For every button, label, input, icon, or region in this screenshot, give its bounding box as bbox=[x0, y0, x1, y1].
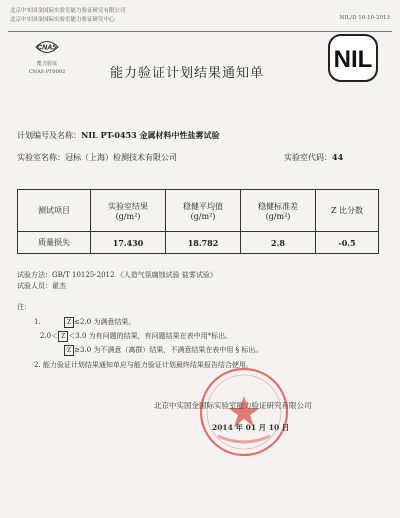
official-seal-icon bbox=[198, 366, 290, 458]
results-table bbox=[17, 189, 379, 254]
cell-robust-mean: 18.782 bbox=[166, 232, 241, 254]
lab-code-value: 44 bbox=[332, 152, 344, 162]
unit-label: (g/m²) bbox=[265, 211, 291, 221]
note1-line-c: Z ≥3.0 为不满意（离群）结果，不满意结果在表中用 § 标出。 bbox=[64, 345, 262, 356]
header-cell-robust-std: 稳健标准差 (g/m²) bbox=[241, 190, 316, 232]
header-cell-zscore: Z 比分数 bbox=[316, 190, 379, 232]
lab-code-row bbox=[284, 152, 343, 163]
cell-lab-result: 17.430 bbox=[91, 232, 166, 254]
note1-line-b: 2.0＜ Z ＜3.0 为有问题的结果，有问题结果在表中用*标出。 bbox=[40, 332, 233, 340]
plan-label: 计划编号及名称： bbox=[17, 131, 81, 140]
note2: 2. 能力验证计划结果通知单应与能力验证计划最终结果报告结合使用。 bbox=[34, 361, 253, 369]
header-doc-code: NIL/D 16-10-2013 bbox=[339, 15, 390, 21]
cell-item: 质量损失 bbox=[18, 232, 91, 254]
nil-logo-icon bbox=[328, 34, 378, 82]
unit-label: (g/m²) bbox=[115, 211, 141, 221]
test-operator: 试验人员：翟杰 bbox=[17, 282, 66, 290]
header-cell-item: 测试项目 bbox=[18, 190, 91, 232]
cnas-logo-text: CNAS bbox=[37, 44, 57, 52]
note1-index: 1. bbox=[34, 318, 41, 326]
footer-org: 北京中实国金国际实验室能力验证研究有限公司 bbox=[154, 401, 312, 410]
table-row bbox=[18, 232, 379, 254]
z-box: Z bbox=[58, 331, 68, 342]
plan-row bbox=[17, 130, 219, 141]
footer-date: 2014 年 01 月 10 日 bbox=[212, 423, 290, 432]
cell-zscore: -0.5 bbox=[316, 232, 379, 254]
header-company-line2: 北京中实国金国际实验室能力验证研究中心 bbox=[10, 17, 115, 23]
notes-label: 注： bbox=[17, 303, 31, 311]
header-divider bbox=[8, 31, 392, 32]
cnas-caption-line1: 能力验证 bbox=[36, 61, 57, 67]
lab-name-row bbox=[17, 152, 177, 163]
table-header-row bbox=[18, 190, 379, 232]
cnas-logo-icon bbox=[34, 36, 60, 58]
page-title: 能力验证计划结果通知单 bbox=[110, 66, 265, 81]
note1-line-a: Z ≤2.0 为满意结果。 bbox=[64, 317, 135, 328]
lab-name-value: 冠标（上海）检测技术有限公司 bbox=[65, 153, 177, 162]
cnas-caption-line2: CNAS PT0002 bbox=[28, 69, 66, 75]
lab-name-label: 实验室名称： bbox=[17, 153, 65, 162]
test-method: 试验方法：GB/T 10125-2012 《人造气氛腐蚀试验 盐雾试验》 bbox=[17, 271, 217, 279]
header-cell-lab-result: 实验室结果 (g/m²) bbox=[91, 190, 166, 232]
cell-robust-std: 2.8 bbox=[241, 232, 316, 254]
lab-code-label: 实验室代码： bbox=[284, 153, 332, 162]
nil-logo-text: NIL bbox=[333, 46, 373, 73]
z-box: Z bbox=[64, 345, 74, 356]
plan-value: NIL PT-0453 金属材料中性盐雾试验 bbox=[81, 130, 220, 140]
z-box: Z bbox=[64, 317, 74, 328]
header-cell-robust-mean: 稳健平均值 (g/m²) bbox=[166, 190, 241, 232]
header-company-line1: 北京中实国金国际实验室能力验证研究有限公司 bbox=[10, 8, 126, 14]
unit-label: (g/m²) bbox=[190, 211, 216, 221]
